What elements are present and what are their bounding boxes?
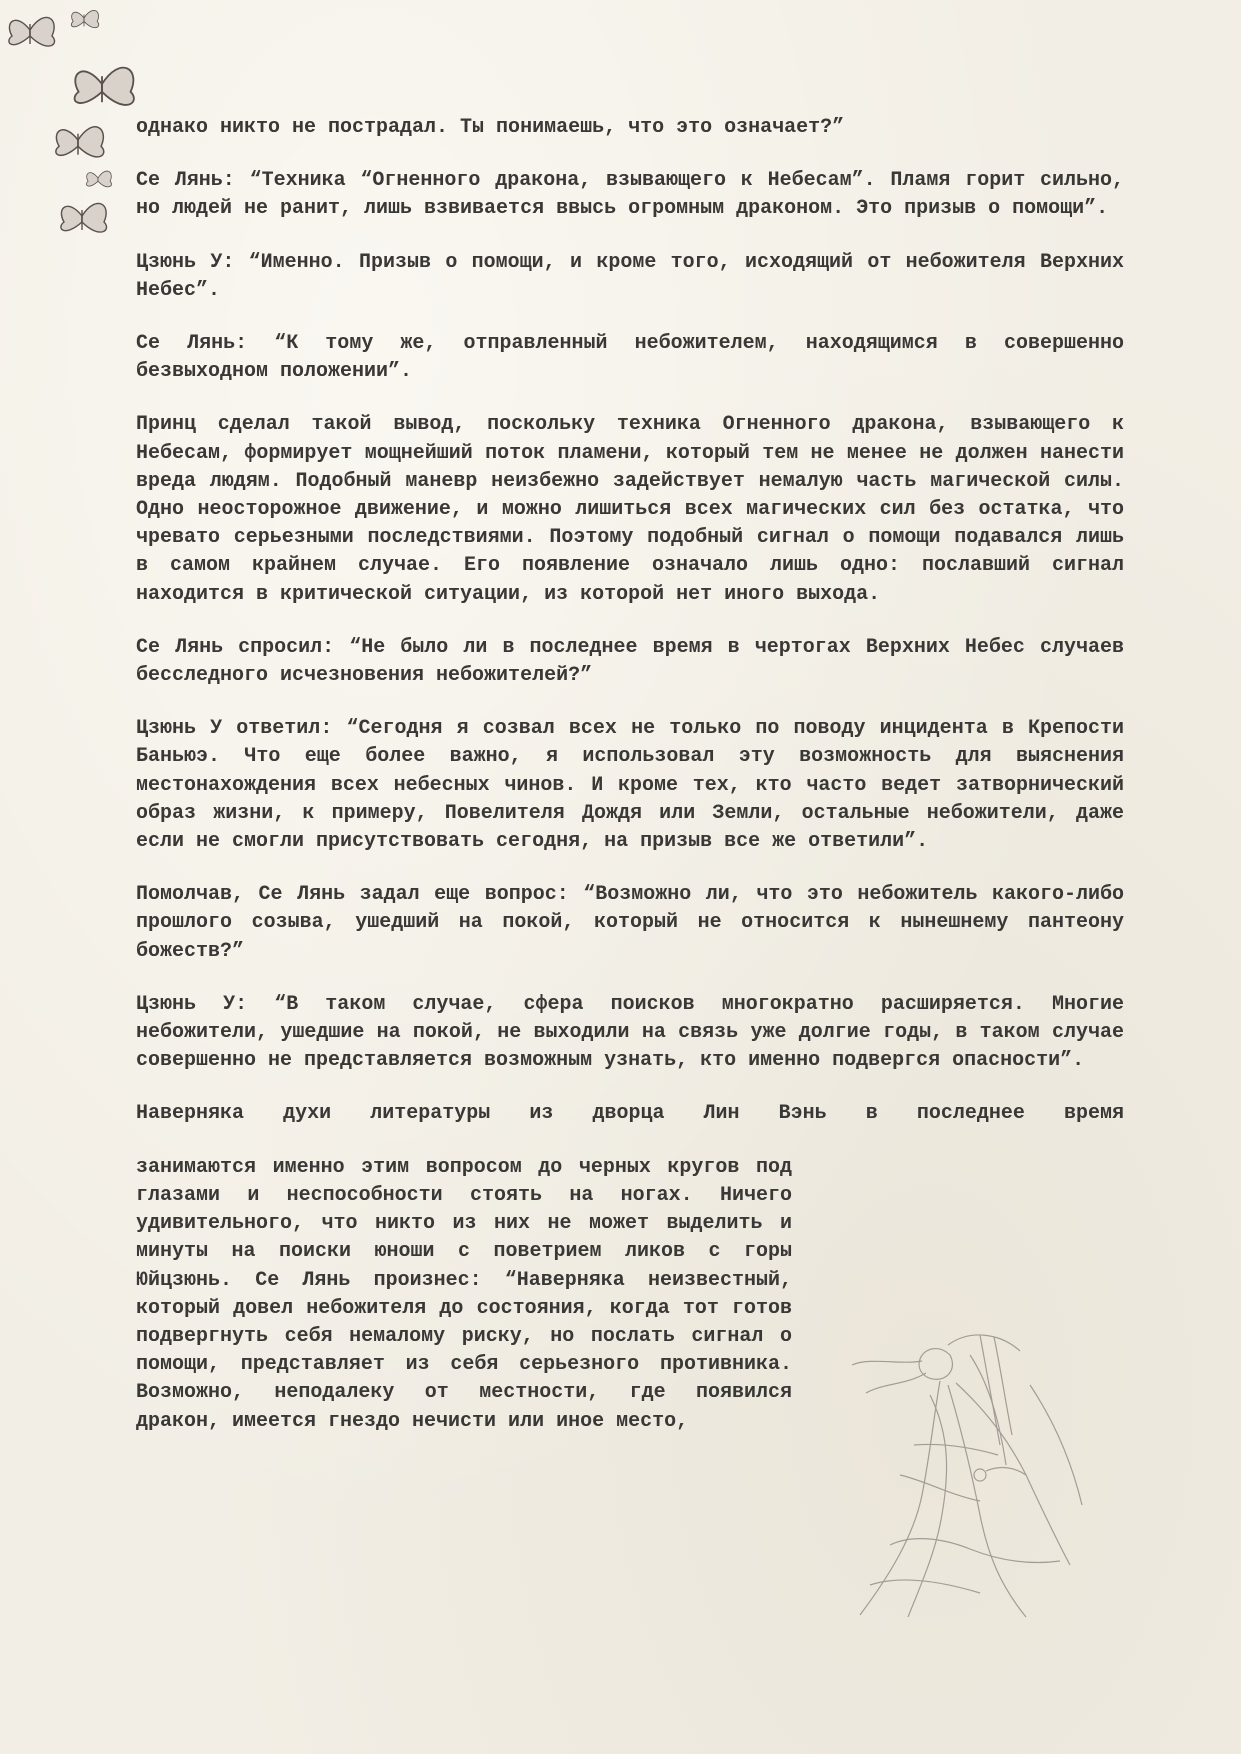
paragraph: Принц сделал такой вывод, поскольку техника Огненного дракона, взывающего к Небесам, формирует мощнейший поток пламени, который тем не менее не должен нанести вреда людям. Подобный маневр неизбежно задействует немалую часть магической силы. Одно неосторожное движение, и можно лишиться всех магических сил без остатка, что чревато серьезными последствиями. Поэтому подобный сигнал о помощи подавался лишь в самом крайнем случае. Его появление означало лишь одно: пославший сигнал находится в критической ситуации, из которой нет иного выхода.: [136, 413, 1124, 606]
ink-sketch-figure: [830, 1325, 1120, 1625]
paragraph: Се Лянь спросил: “Не было ли в последнее время в чертогах Верхних Небес случаев бесследного исчезновения небожителей?”: [136, 635, 1124, 688]
body-text: [136, 114, 1124, 1461]
paragraph-wrapped-text: занимаются именно этим вопросом до черных кругов под глазами и неспособности стоять на ногах. Ничего удивительного, что никто из них не может выделить и минуты на поиски юноши с поветрием ликов с горы Юйцзюнь. Се Лянь произнес: “Наверняка неизвестный, который довел небожителя до состояния, когда тот готов подвергнуть себя немалому риску, но послать сигнал о помощи, представляет из себя серьезного противника. Возможно, неподалеку от местности, где появился дракон, имеется гнездо нечисти или иное место,: [136, 1155, 792, 1433]
paragraph-first-line: Наверняка духи литературы из дворца Лин Вэнь в последнее время: [136, 1102, 1124, 1126]
paragraph: Се Лянь: “Техника “Огненного дракона, взывающего к Небесам”. Пламя горит сильно, но людей не ранит, лишь взвивается ввысь огромным драконом. Это призыв о помощи”.: [136, 169, 1124, 221]
paragraph: Цзюнь У ответил: “Сегодня я созвал всех не только по поводу инцидента в Крепости Баньюэ. Что еще более важно, я использовал эту возможность для выяснения местонахождения всех небесных чинов. И кроме тех, кто часто ведет затворнический образ жизни, к примеру, Повелителя Дождя или Земли, остальные небожители, даже если не смогли присутствовать сегодня, на призыв все же ответили”.: [136, 717, 1124, 854]
paragraph: Цзюнь У: “В таком случае, сфера поисков многократно расширяется. Многие небожители, ушедшие на покой, не выходили на связь уже долгие годы, в таком случае совершенно не представляется возможным узнать, кто именно подвергся опасности”.: [136, 992, 1124, 1073]
butterflies-icon: [0, 0, 140, 240]
paragraph: Цзюнь У: “Именно. Призыв о помощи, и кроме того, исходящий от небожителя Верхних Небес”.: [136, 250, 1124, 302]
paragraph: Се Лянь: “К тому же, отправленный небожителем, находящимся в совершенно безвыходном положении”.: [136, 332, 1124, 384]
paragraph: Помолчав, Се Лянь задал еще вопрос: “Возможно ли, что это небожитель какого-либо прошлого созыва, ушедший на покой, который не относится к нынешнему пантеону божеств?”: [136, 883, 1124, 963]
paragraph: однако никто не пострадал. Ты понимаешь, что это означает?”: [136, 116, 845, 139]
